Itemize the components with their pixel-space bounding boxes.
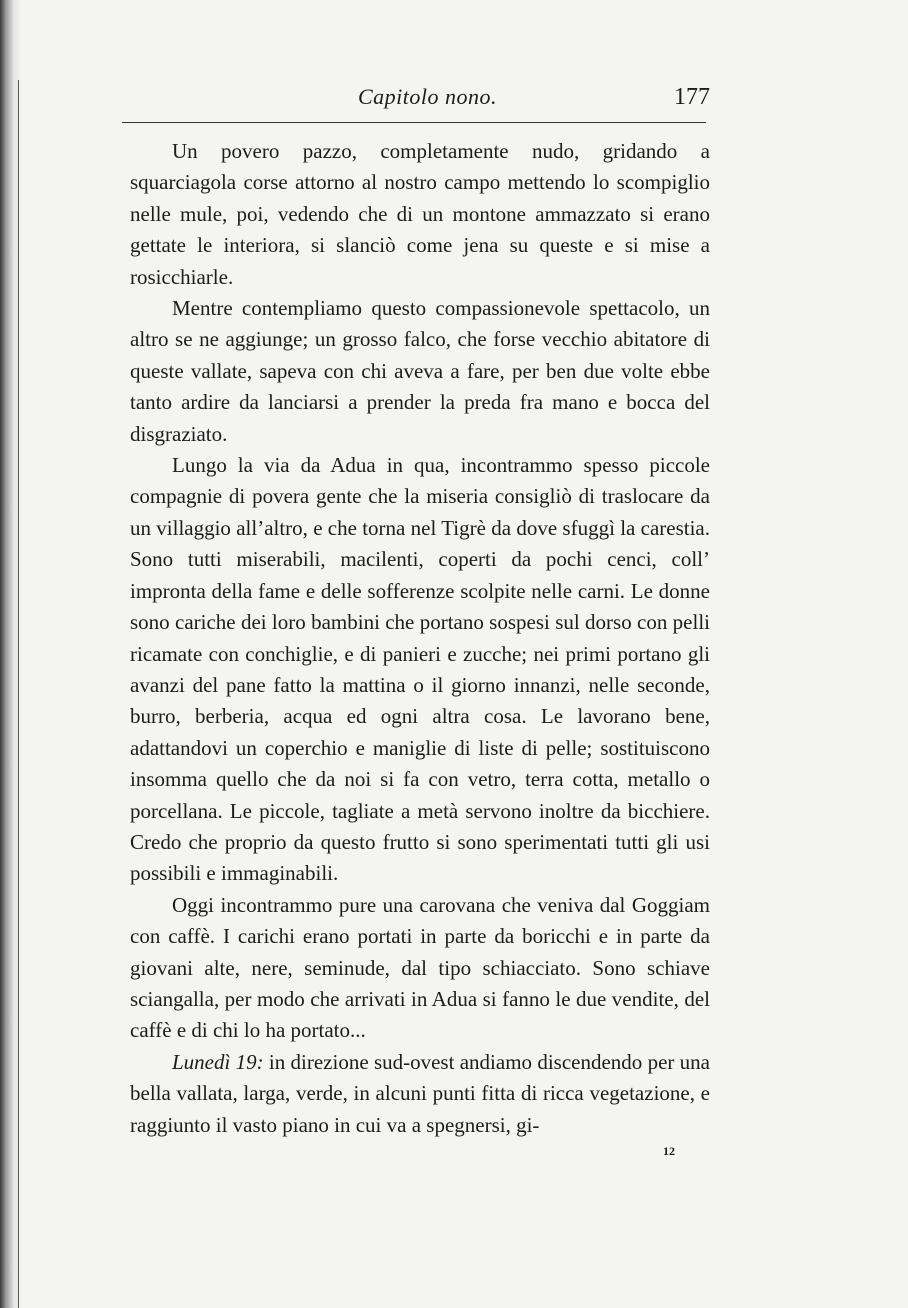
paragraph-5-text: in direzione sud-ovest andiamo discendendo per una bella vallata, larga, verde, in alcuni punti fitta di ricca vegetazione, e raggiunto il vasto piano in cui va a spegnersi, gi- — [130, 1049, 711, 1137]
paragraph-2: Mentre contempliamo questo compassionevole spettacolo, un altro se ne aggiunge; un grosso falco, che forse vecchio abitatore di queste vallate, sapeva con chi aveva a fare, per ben due volte ebbe tanto ardire da lanciarsi a prender la preda fra mano e bocca del disgraziato. — [130, 296, 710, 446]
paragraph-5 — [130, 1047, 710, 1141]
paragraph-3: Lungo la via da Adua in qua, incontrammo spesso piccole compagnie di povera gente che la miseria consigliò di traslocare da un villaggio all’altro, e che torna nel Tigrè da dove sfuggì la carestia. Sono tutti miserabili, macilenti, coperti da pochi cenci, coll’ impronta della fame e delle sofferenze scolpite nelle carni. Le donne sono cariche dei loro bambini che portano sospesi sul dorso con pelli ricamate con conchiglie, e di panieri e zucche; nei primi portano gli avanzi del pane fatto la mattina o il giorno innanzi, nelle seconde, burro, berberia, acqua ed ogni altra cosa. Le lavorano bene, adattandovi un coperchio e maniglie di liste di pelle; sostituiscono insomma quello che da noi si fa con vetro, terra cotta, metallo o porcellana. Le piccole, tagliate a metà servono inoltre da bicchiere. Credo che proprio da questo frutto si sono sperimentati tutti gli usi possibili e immaginabili. — [130, 453, 710, 886]
page-header — [130, 80, 710, 114]
paragraph-1: Un povero pazzo, completamente nudo, gridando a squarciagola corse attorno al nostro campo mettendo lo scompiglio nelle mule, poi, vedendo che di un montone ammazzato si erano gettate le interiora, si slanciò come jena su queste e si mise a rosicchiarle. — [130, 139, 710, 289]
page-edge-line — [18, 80, 19, 1308]
signature-mark: 12 — [663, 1144, 675, 1158]
page-number: 177 — [674, 84, 710, 110]
paragraph-4: Oggi incontrammo pure una carovana che veniva dal Goggiam con caffè. I carichi erano portati in parte da boricchi e in parte da giovani alte, nere, seminude, dal tipo schiacciato. Sono schiave sciangalla, per modo che arrivati in Adua si fanno le due vendite, del caffè e di chi lo ha portato... — [130, 892, 710, 1043]
running-title: Capitolo nono. — [358, 84, 498, 109]
date-label: Lunedì 19: — [172, 1049, 264, 1074]
header-rule — [122, 122, 706, 123]
body-text — [130, 136, 710, 1141]
